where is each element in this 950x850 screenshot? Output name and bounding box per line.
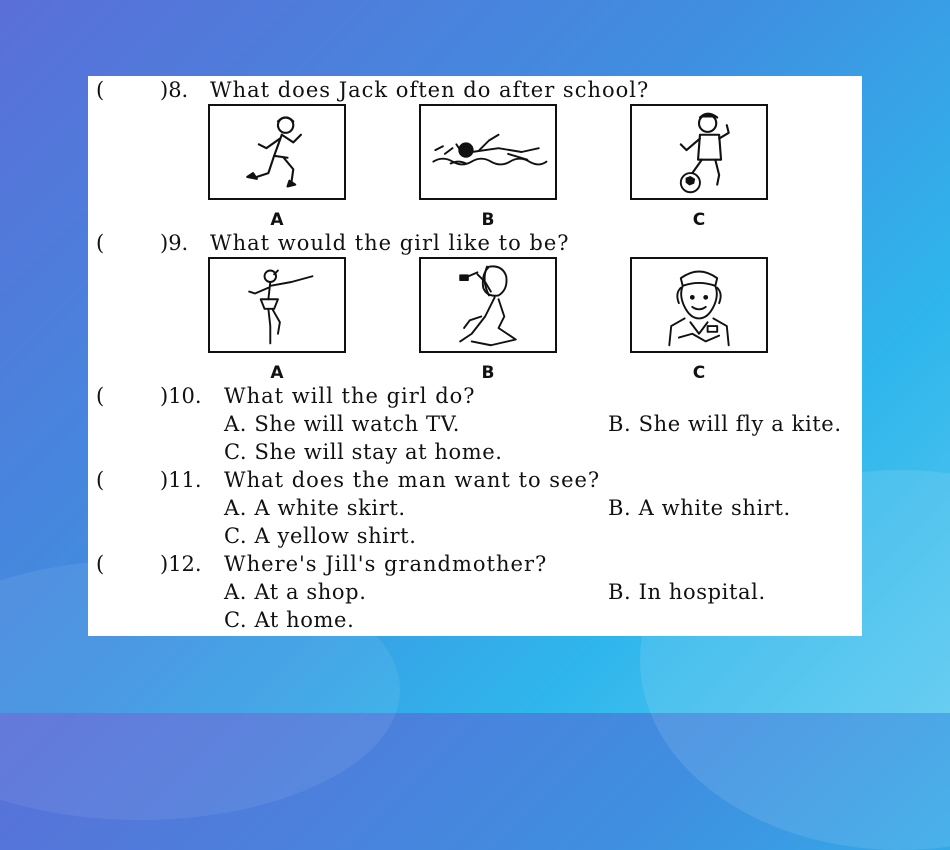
- answer-paren-open: (: [96, 78, 105, 102]
- option-a-picture: [208, 257, 346, 353]
- option-b-text: B. A white shirt.: [608, 496, 791, 520]
- answer-paren-open: (: [96, 468, 105, 492]
- question-text: What will the girl do?: [224, 384, 476, 408]
- option-label: B: [481, 363, 495, 383]
- option-label: C: [692, 363, 706, 383]
- option-b-picture: [419, 104, 557, 200]
- option-c-text: C. At home.: [224, 608, 355, 632]
- option-c-text: C. She will stay at home.: [224, 440, 503, 464]
- dancer-icon: [210, 259, 344, 351]
- option-label: C: [692, 210, 706, 230]
- swimming-person-icon: [421, 106, 555, 198]
- question-text: Where's Jill's grandmother?: [224, 552, 548, 576]
- question-number: )10.: [160, 384, 202, 408]
- option-b-picture: [419, 257, 557, 353]
- question-text: What does Jack often do after school?: [210, 78, 650, 102]
- option-c-text: C. A yellow shirt.: [224, 524, 417, 548]
- question-text: What does the man want to see?: [224, 468, 601, 492]
- option-a-text: A. She will watch TV.: [224, 412, 461, 436]
- worksheet: [88, 76, 862, 636]
- answer-paren-open: (: [96, 552, 105, 576]
- running-boy-icon: [210, 106, 344, 198]
- singer-icon: [421, 259, 555, 351]
- nurse-icon: [632, 259, 766, 351]
- question-number: )8.: [160, 78, 189, 102]
- option-c-picture: [630, 257, 768, 353]
- question-text: What would the girl like to be?: [210, 231, 570, 255]
- option-c-picture: [630, 104, 768, 200]
- question-number: )12.: [160, 552, 202, 576]
- answer-paren-open: (: [96, 384, 105, 408]
- question-number: )11.: [160, 468, 202, 492]
- option-label: B: [481, 210, 495, 230]
- question-number: )9.: [160, 231, 189, 255]
- option-a-text: A. A white skirt.: [224, 496, 406, 520]
- option-label: A: [270, 210, 284, 230]
- option-label: A: [270, 363, 284, 383]
- answer-paren-open: (: [96, 231, 105, 255]
- football-player-icon: [632, 106, 766, 198]
- option-a-picture: [208, 104, 346, 200]
- option-b-text: B. In hospital.: [608, 580, 766, 604]
- option-a-text: A. At a shop.: [224, 580, 367, 604]
- option-b-text: B. She will fly a kite.: [608, 412, 842, 436]
